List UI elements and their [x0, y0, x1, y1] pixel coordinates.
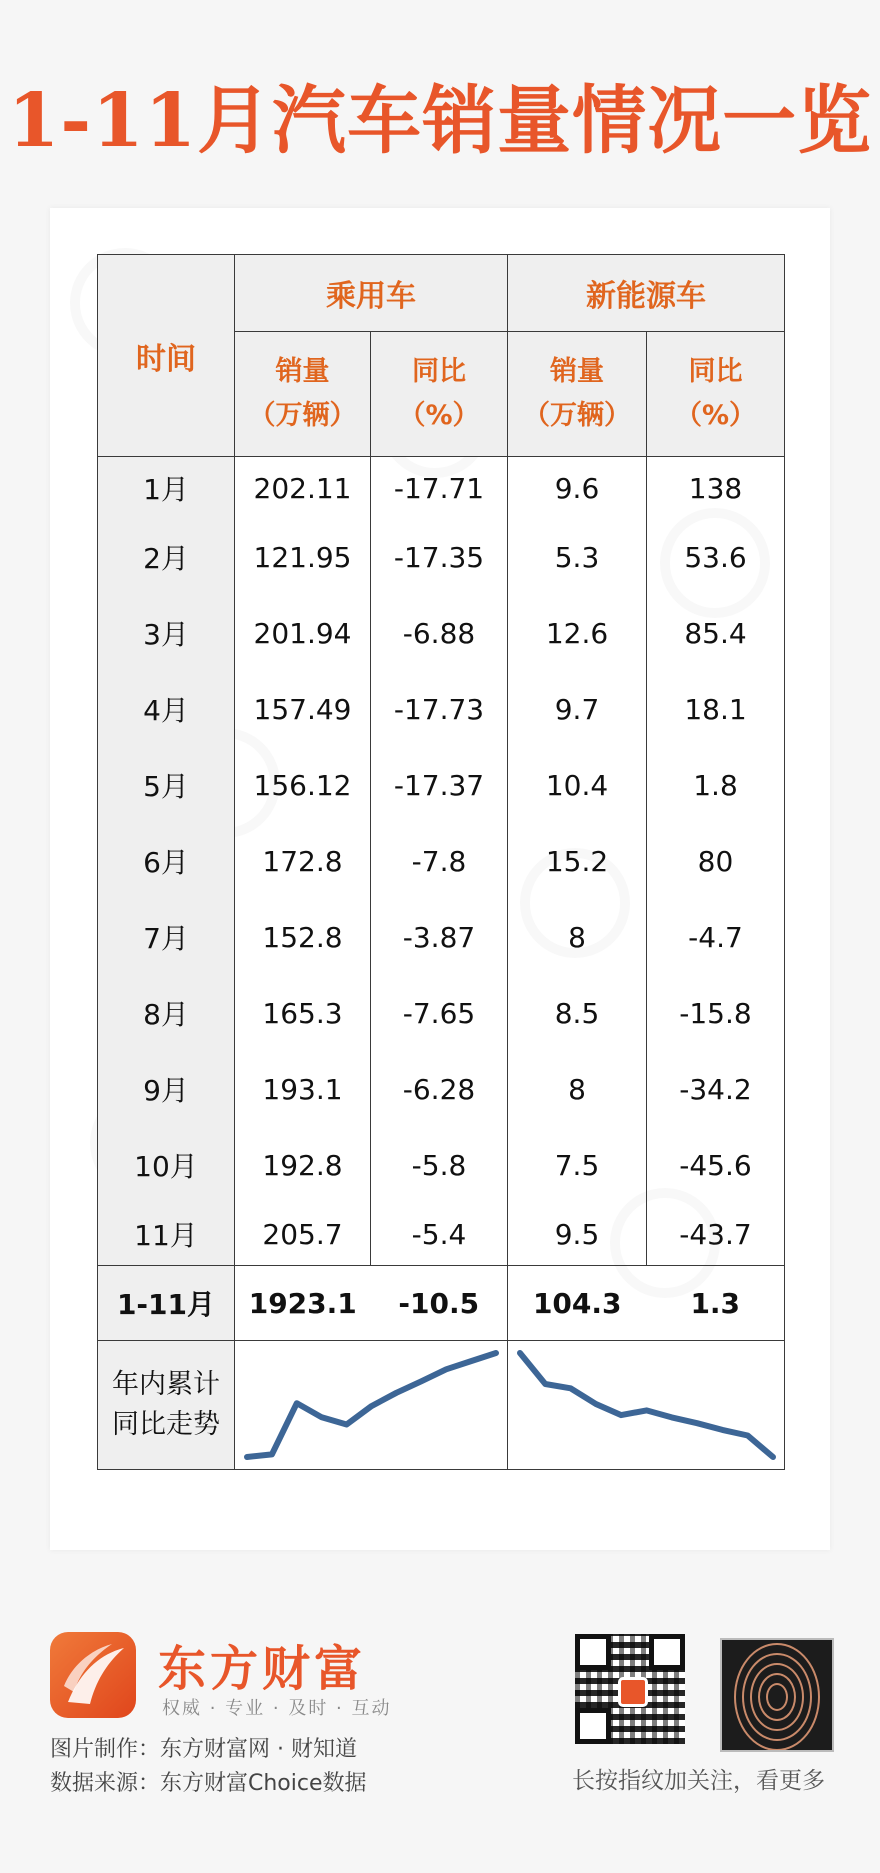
passenger-sales-cell: 152.8: [235, 899, 371, 975]
trend-label: 年内累计 同比走势: [98, 1341, 235, 1470]
nev-header: 新能源车: [508, 255, 785, 332]
total-row: [98, 1266, 785, 1341]
nev-sales-cell: 8: [508, 899, 647, 975]
trend-line-1: [520, 1353, 773, 1457]
month-cell: 8月: [98, 975, 235, 1051]
nev-yoy-cell: 80: [647, 823, 785, 899]
time-header: 时间: [98, 255, 235, 457]
fingerprint-icon[interactable]: [720, 1638, 834, 1752]
nev-yoy-cell: -43.7: [647, 1203, 785, 1266]
passenger-sales-cell: 156.12: [235, 747, 371, 823]
nev-yoy-cell: 1.8: [647, 747, 785, 823]
table-row: [98, 1127, 785, 1203]
brand-name: 东方财富: [158, 1641, 367, 1697]
month-cell: 4月: [98, 671, 235, 747]
total-passenger-yoy: -10.5: [371, 1266, 508, 1341]
trend-row: [98, 1341, 785, 1470]
passenger-yoy-cell: -17.35: [371, 519, 508, 595]
nev-trend-sparkline: [508, 1341, 785, 1469]
brand-slogan: 权威 · 专业 · 及时 · 互动: [162, 1698, 392, 1719]
eastmoney-logo: [50, 1632, 136, 1718]
nev-sales-cell: 15.2: [508, 823, 647, 899]
month-cell: 9月: [98, 1051, 235, 1127]
month-cell: 6月: [98, 823, 235, 899]
nev-yoy-cell: 85.4: [647, 595, 785, 671]
follow-hint: 长按指纹加关注，看更多: [572, 1768, 825, 1794]
nev-sales-cell: 5.3: [508, 519, 647, 595]
passenger-yoy-cell: -5.8: [371, 1127, 508, 1203]
passenger-yoy-cell: -3.87: [371, 899, 508, 975]
total-passenger-sales: 1923.1: [235, 1266, 371, 1341]
month-cell: 5月: [98, 747, 235, 823]
table-row: [98, 1203, 785, 1266]
nev-sales-cell: 8: [508, 1051, 647, 1127]
nev-sales-cell: 12.6: [508, 595, 647, 671]
table-row: [98, 975, 785, 1051]
qr-code[interactable]: [575, 1634, 685, 1744]
passenger-yoy-cell: -5.4: [371, 1203, 508, 1266]
nev-yoy-cell: -15.8: [647, 975, 785, 1051]
nev-yoy-cell: 18.1: [647, 671, 785, 747]
nev-yoy-header: 同比 （%）: [647, 332, 785, 457]
passenger-car-header: 乘用车: [235, 255, 508, 332]
sales-table: [97, 254, 785, 1470]
passenger-sales-cell: 193.1: [235, 1051, 371, 1127]
nev-yoy-cell: -45.6: [647, 1127, 785, 1203]
trend-line-0: [247, 1353, 496, 1457]
page-title: 1-11月汽车销量情况一览: [7, 78, 873, 164]
total-nev-sales: 104.3: [508, 1266, 647, 1341]
total-label: 1-11月: [98, 1266, 235, 1341]
passenger-sales-cell: 201.94: [235, 595, 371, 671]
nev-sales-header: 销量 （万辆）: [508, 332, 647, 457]
table-row: [98, 595, 785, 671]
month-cell: 11月: [98, 1203, 235, 1266]
table-row: [98, 823, 785, 899]
table-row: [98, 747, 785, 823]
table-row: [98, 457, 785, 520]
nev-yoy-cell: -34.2: [647, 1051, 785, 1127]
nev-sales-cell: 9.6: [508, 457, 647, 520]
nev-trend-cell: [508, 1341, 785, 1470]
nev-yoy-cell: 53.6: [647, 519, 785, 595]
month-cell: 10月: [98, 1127, 235, 1203]
passenger-yoy-cell: -7.8: [371, 823, 508, 899]
table-row: [98, 671, 785, 747]
nev-sales-cell: 7.5: [508, 1127, 647, 1203]
nev-sales-cell: 10.4: [508, 747, 647, 823]
table-row: [98, 519, 785, 595]
passenger-trend-cell: [235, 1341, 508, 1470]
month-cell: 7月: [98, 899, 235, 975]
nev-yoy-cell: -4.7: [647, 899, 785, 975]
passenger-sales-cell: 202.11: [235, 457, 371, 520]
nev-yoy-cell: 138: [647, 457, 785, 520]
passenger-trend-sparkline: [235, 1341, 508, 1469]
nev-sales-cell: 8.5: [508, 975, 647, 1051]
table-card: [50, 208, 830, 1550]
month-cell: 1月: [98, 457, 235, 520]
passenger-yoy-cell: -6.28: [371, 1051, 508, 1127]
nev-sales-cell: 9.5: [508, 1203, 647, 1266]
passenger-sales-cell: 172.8: [235, 823, 371, 899]
table-row: [98, 899, 785, 975]
passenger-yoy-cell: -6.88: [371, 595, 508, 671]
passenger-sales-cell: 205.7: [235, 1203, 371, 1266]
passenger-yoy-cell: -17.37: [371, 747, 508, 823]
credit-source: 数据来源：东方财富Choice数据: [50, 1771, 367, 1796]
qr-logo-icon: [618, 1677, 648, 1707]
passenger-sales-cell: 121.95: [235, 519, 371, 595]
passenger-sales-cell: 165.3: [235, 975, 371, 1051]
credit-maker: 图片制作：东方财富网 · 财知道: [50, 1737, 357, 1762]
passenger-yoy-cell: -17.71: [371, 457, 508, 520]
passenger-yoy-cell: -17.73: [371, 671, 508, 747]
passenger-sales-header: 销量 （万辆）: [235, 332, 371, 457]
passenger-yoy-header: 同比 （%）: [371, 332, 508, 457]
nev-sales-cell: 9.7: [508, 671, 647, 747]
passenger-sales-cell: 192.8: [235, 1127, 371, 1203]
month-cell: 2月: [98, 519, 235, 595]
passenger-sales-cell: 157.49: [235, 671, 371, 747]
table-row: [98, 1051, 785, 1127]
month-cell: 3月: [98, 595, 235, 671]
total-nev-yoy: 1.3: [647, 1266, 785, 1341]
passenger-yoy-cell: -7.65: [371, 975, 508, 1051]
